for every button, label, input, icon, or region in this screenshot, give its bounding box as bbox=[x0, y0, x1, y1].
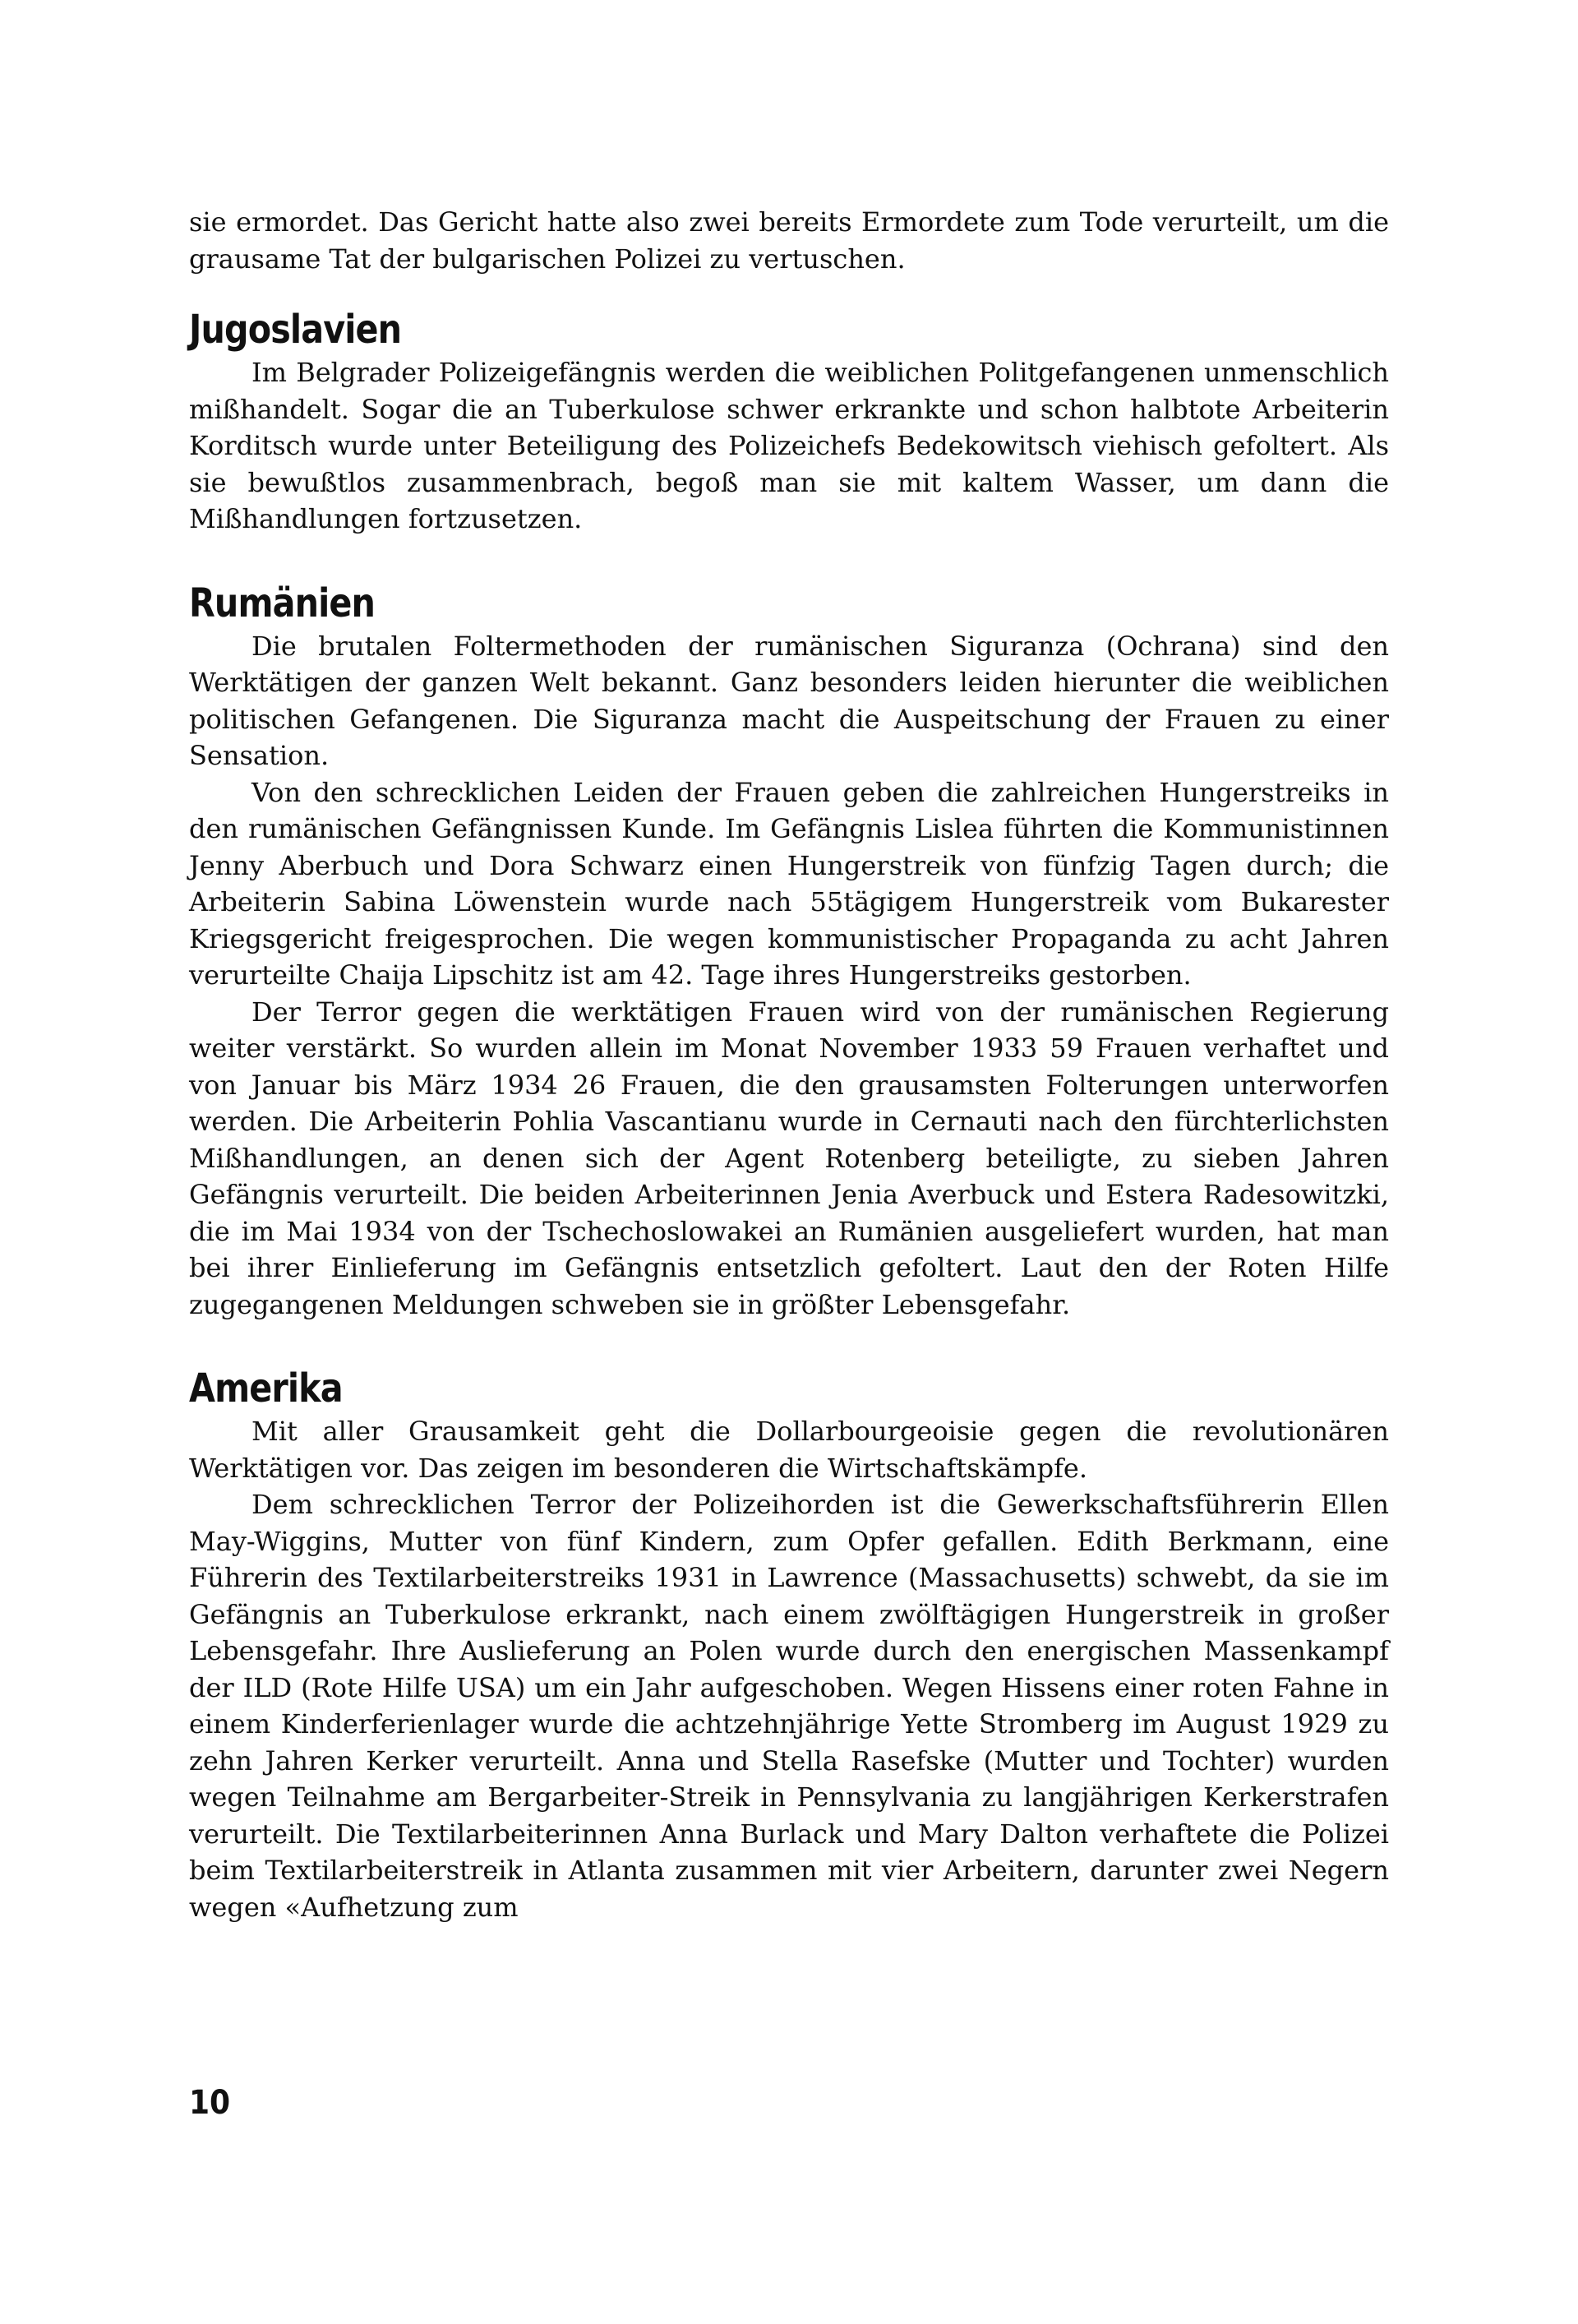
paragraph: Dem schrecklichen Terror der Polizeihorden ist die Gewerkschaftsführerin Ellen May-Wiggins, Mutter von fünf Kindern, zum Opfer gefallen. Edith Berkmann, eine Führerin des Textilarbeiterstreiks 1931 in Lawrence (Massachusetts) schwebt, da sie im Gefängnis an Tuberkulose erkrankt, nach einem zwölftägigen Hungerstreik in großer Lebensgefahr. Ihre Auslieferung an Polen wurde durch den energischen Massenkampf der ILD (Rote Hilfe USA) um ein Jahr aufgeschoben. Wegen Hissens einer roten Fahne in einem Kinderferienlager wurde die achtzehnjährige Yette Stromberg im August 1929 zu zehn Jahren Kerker verurteilt. Anna und Stella Rasefske (Mutter und Tochter) wurden wegen Teilnahme am Bergarbeiter-Streik in Pennsylvania zu langjährigen Kerkerstrafen verurteilt. Die Textilarbeiterinnen Anna Burlack und Mary Dalton verhaftete die Polizei beim Textilarbeiterstreik in Atlanta zusammen mit vier Arbeitern, darunter zwei Negern wegen «Aufhetzung zum bbox=[189, 1489, 1389, 1923]
page-number: 10 bbox=[189, 2084, 231, 2122]
intro-paragraph: sie ermordet. Das Gericht hatte also zwei bereits Ermordete zum Tode verurteilt, um die grausame Tat der bulgarischen Polizei zu vertuschen. bbox=[189, 206, 1389, 275]
section-heading: Rumänien bbox=[189, 580, 376, 626]
section-heading: Amerika bbox=[189, 1365, 343, 1411]
paragraph: Im Belgrader Polizeigefängnis werden die weiblichen Politgefangenen unmenschlich mißhandelt. Sogar die an Tuberkulose schwer erkrankte und schon halbtote Arbeiterin Korditsch wurde unter Beteiligung des Polizeichefs Bedekowitsch viehisch gefoltert. Als sie bewußtlos zusammenbrach, begoß man sie mit kaltem Wasser, um dann die Mißhandlungen fortzusetzen. bbox=[189, 357, 1389, 534]
paragraph: Von den schrecklichen Leiden der Frauen geben die zahlreichen Hungerstreiks in den rumänischen Gefängnissen Kunde. Im Gefängnis Lislea führten die Kommunistinnen Jenny Aberbuch und Dora Schwarz einen Hungerstreik von fünfzig Tagen durch; die Arbeiterin Sabina Löwenstein wurde nach 55tägigem Hungerstreik vom Bukarester Kriegsgericht freigesprochen. Die wegen kommunistischer Propaganda zu acht Jahren verurteilte Chaija Lipschitz ist am 42. Tage ihres Hungerstreiks gestorben. bbox=[189, 776, 1389, 991]
section-rumaenien bbox=[189, 579, 1389, 1324]
paragraph: Der Terror gegen die werktätigen Frauen wird von der rumänischen Regierung weiter verstärkt. So wurden allein im Monat November 1933 59 Frauen verhaftet und von Januar bis März 1934 26 Frauen, die den grausamsten Folterungen unterworfen werden. Die Arbeiterin Pohlia Vascantianu wurde in Cernauti nach den fürchterlichsten Mißhandlungen, an denen sich der Agent Rotenberg beteiligte, zu sieben Jahren Gefängnis verurteilt. Die beiden Arbeiterinnen Jenia Averbuck und Estera Radesowitzki, die im Mai 1934 von der Tschechoslowakei an Rumänien ausgeliefert wurden, hat man bei ihrer Einlieferung im Gefängnis entsetzlich gefoltert. Laut den der Roten Hilfe zugegangenen Meldungen schweben sie in größter Lebensgefahr. bbox=[189, 996, 1389, 1320]
section-jugoslavien bbox=[189, 305, 1389, 538]
section-amerika bbox=[189, 1364, 1389, 1925]
page-body bbox=[189, 204, 1389, 1925]
section-heading: Jugoslavien bbox=[189, 307, 402, 353]
paragraph: Die brutalen Foltermethoden der rumänischen Siguranza (Ochrana) sind den Werktätigen der ganzen Welt bekannt. Ganz besonders leiden hierunter die weiblichen politischen Gefangenen. Die Siguranza macht die Auspeitschung der Frauen zu einer Sensation. bbox=[189, 630, 1389, 771]
paragraph: Mit aller Grausamkeit geht die Dollarbourgeoisie gegen die revolutionären Werktätigen vor. Das zeigen im besonderen die Wirtschaftskämpfe. bbox=[189, 1416, 1389, 1484]
